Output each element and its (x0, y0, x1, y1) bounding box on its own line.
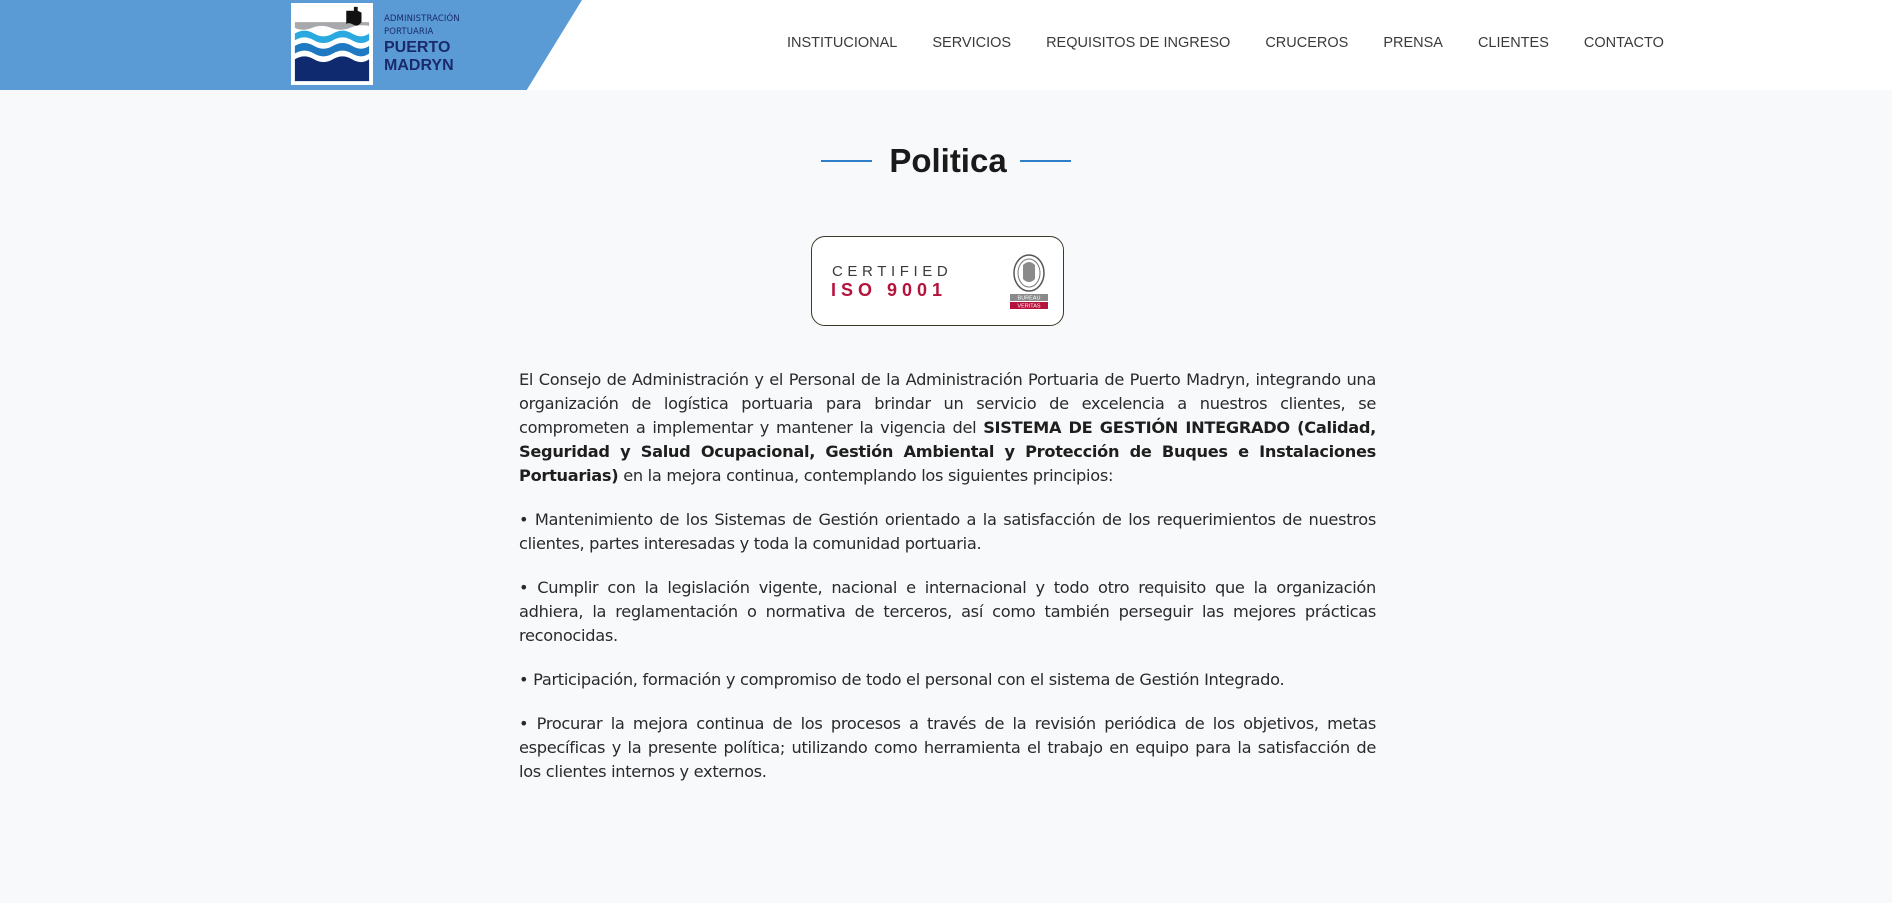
title-line-left (821, 160, 872, 162)
policy-bullet: • Participación, formación y compromiso de todo el personal con el sistema de Gestión Integrado. (519, 670, 1285, 689)
intro-text-2: en la mejora continua, contemplando los siguientes principios: (618, 466, 1114, 485)
nav-item-clientes[interactable]: CLIENTES (1477, 35, 1549, 51)
policy-bullet: • Mantenimiento de los Sistemas de Gestión orientado a la satisfacción de los requerimientos de nuestros clientes, partes interesadas y toda la comunidad portuaria. (519, 510, 1376, 553)
nav-item-requisitos-de-ingreso[interactable]: REQUISITOS DE INGRESO (1046, 35, 1231, 51)
policy-intro (519, 368, 1376, 488)
policy-bullet: • Procurar la mejora continua de los procesos a través de la revisión periódica de los objetivos, metas específicas y la presente política; utilizando como herramienta el trabajo en equipo para la satisfacción de los clientes internos y externos. (519, 714, 1376, 781)
port-waves-logo-icon (291, 3, 373, 85)
seal-top-text: BUREAU (1017, 295, 1041, 302)
page-title-block (0, 142, 1892, 180)
page-title: Politica (889, 142, 1007, 179)
nav-item-prensa[interactable]: PRENSA (1383, 35, 1443, 51)
badge-iso-text: ISO 9001 (831, 280, 948, 300)
nav-item-servicios[interactable]: SERVICIOS (932, 35, 1012, 51)
logo-line-3: PUERTO (384, 39, 451, 56)
site-logo[interactable] (291, 3, 461, 85)
nav-item-institucional[interactable]: INSTITUCIONAL (787, 35, 898, 51)
main-nav (770, 0, 1682, 86)
title-line-right (1020, 160, 1071, 162)
iso-certification-badge (811, 236, 1064, 326)
seal-bottom-text: VERITAS (1017, 303, 1041, 310)
badge-certified-text: CERTIFIED (832, 263, 953, 280)
logo-line-4: MADRYN (384, 57, 454, 74)
nav-item-contacto[interactable]: CONTACTO (1583, 35, 1664, 51)
bureau-veritas-seal-icon (1006, 253, 1052, 311)
intro-text-1: El Consejo de Administración y el Personal de la Administración Portuaria de Puerto Madryn, integrando una organización de logística portuaria para brindar un servicio de excelencia a nuestros clientes, se comprometen a implementar y mantener la vigencia del (519, 370, 1376, 437)
policy-bullet: • Cumplir con la legislación vigente, nacional e internacional y todo otro requisito que la organización adhiera, la reglamentación o normativa de terceros, así como también perseguir las mejores prácticas reconocidas. (519, 578, 1376, 645)
site-header (0, 0, 1892, 90)
logo-line-2: PORTUARIA (384, 27, 434, 37)
nav-item-cruceros[interactable]: CRUCEROS (1265, 35, 1349, 51)
policy-content (519, 368, 1376, 804)
logo-line-1: ADMINISTRACIÓN (384, 14, 460, 24)
logo-text (384, 13, 460, 75)
intro-bold-text: SISTEMA DE GESTIÓN INTEGRADO (Calidad, Seguridad y Salud Ocupacional, Gestión Ambiental y Protección de Buques e Instalaciones Portuarias) (519, 418, 1376, 485)
